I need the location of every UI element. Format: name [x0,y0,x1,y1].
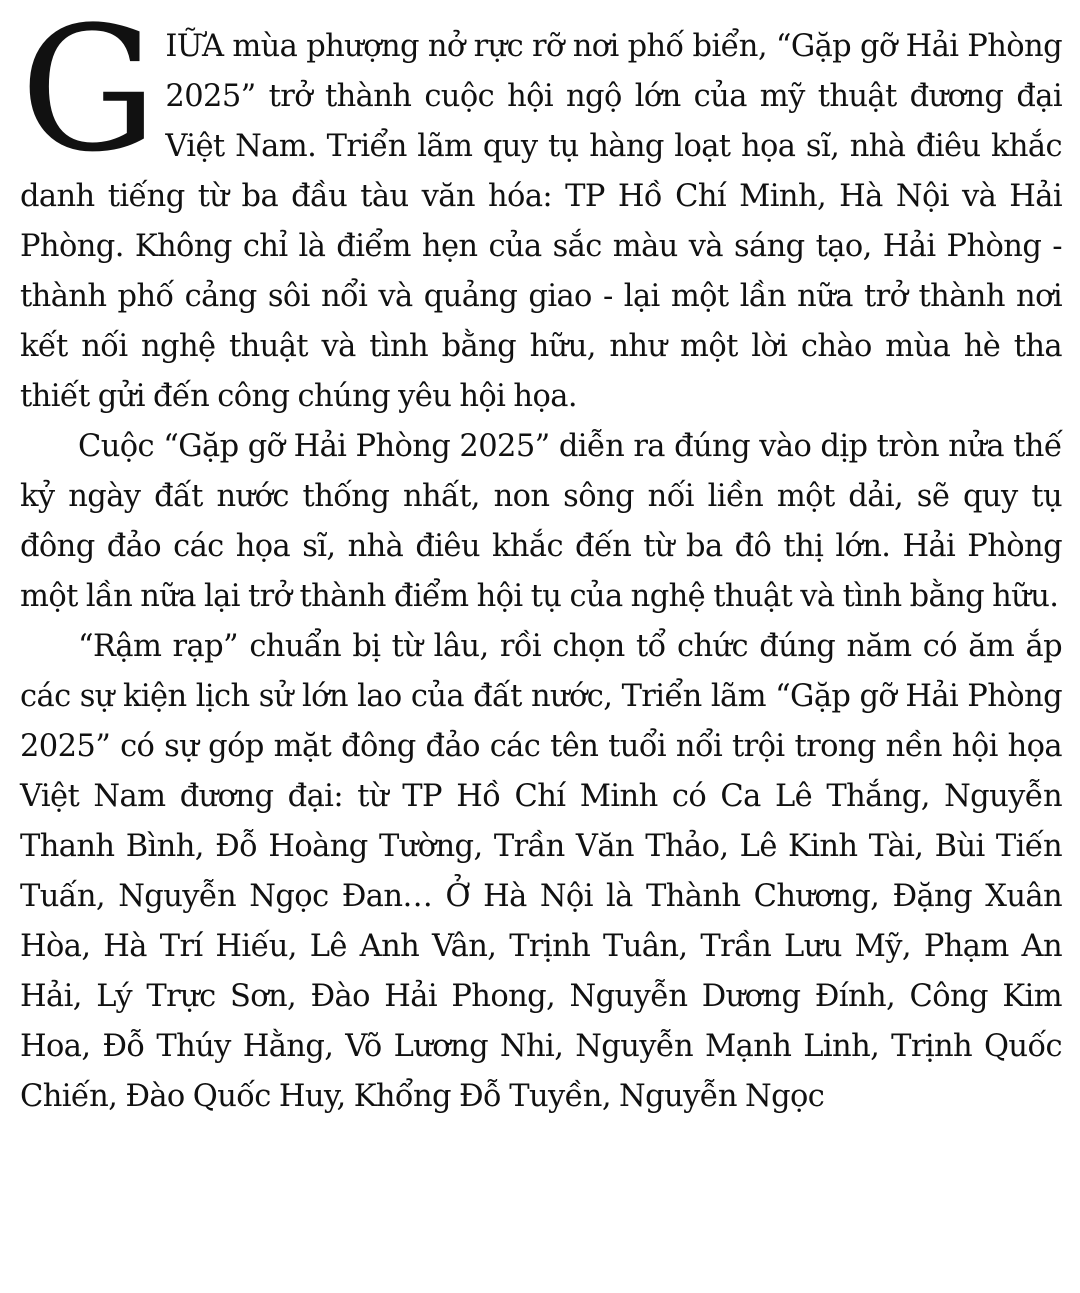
paragraph-2: Cuộc “Gặp gỡ Hải Phòng 2025” diễn ra đúng vào dịp tròn nửa thế kỷ ngày đất nước thống nhất, non sông nối liền một dải, sẽ quy tụ đông đảo các họa sĩ, nhà điêu khắc đến từ ba đô thị lớn. Hải Phòng một lần nữa lại trở thành điểm hội tụ của nghệ thuật và tình bằng hữu. [20,429,1062,614]
paragraph-1 [20,0,1062,422]
paragraph-1-text: mùa phượng nở rực rỡ nơi phố biển, “Gặp gỡ Hải Phòng 2025” trở thành cuộc hội ngộ lớn của mỹ thuật đương đại Việt Nam. Triển lãm quy tụ hàng loạt họa sĩ, nhà điêu khắc danh tiếng từ ba đầu tàu văn hóa: TP Hồ Chí Minh, Hà Nội và Hải Phòng. Không chỉ là điểm hẹn của sắc màu và sáng tạo, Hải Phòng - thành phố cảng sôi nổi và quảng giao - lại một lần nữa trở thành nơi kết nối nghệ thuật và tình bằng hữu, như một lời chào mùa hè tha thiết gửi đến công chúng yêu hội họa. [20,29,1062,414]
article-body [20,0,1062,1122]
paragraph-3: “Rậm rạp” chuẩn bị từ lâu, rồi chọn tổ chức đúng năm có ăm ắp các sự kiện lịch sử lớn lao của đất nước, Triển lãm “Gặp gỡ Hải Phòng 2025” có sự góp mặt đông đảo các tên tuổi nổi trội trong nền hội họa Việt Nam đương đại: từ TP Hồ Chí Minh có Ca Lê Thắng, Nguyễn Thanh Bình, Đỗ Hoàng Tường, Trần Văn Thảo, Lê Kinh Tài, Bùi Tiến Tuấn, Nguyễn Ngọc Đan… Ở Hà Nội là Thành Chương, Đặng Xuân Hòa, Hà Trí Hiếu, Lê Anh Vân, Trịnh Tuân, Trần Lưu Mỹ, Phạm An Hải, Lý Trực Sơn, Đào Hải Phong, Nguyễn Dương Đính, Công Kim Hoa, Đỗ Thúy Hằng, Võ Lương Nhi, Nguyễn Mạnh Linh, Trịnh Quốc Chiến, Đào Quốc Huy, Khổng Đỗ Tuyền, Nguyễn Ngọc [20,629,1062,1114]
drop-cap: G [20,0,158,190]
lead-caps: IỮA [165,29,224,64]
